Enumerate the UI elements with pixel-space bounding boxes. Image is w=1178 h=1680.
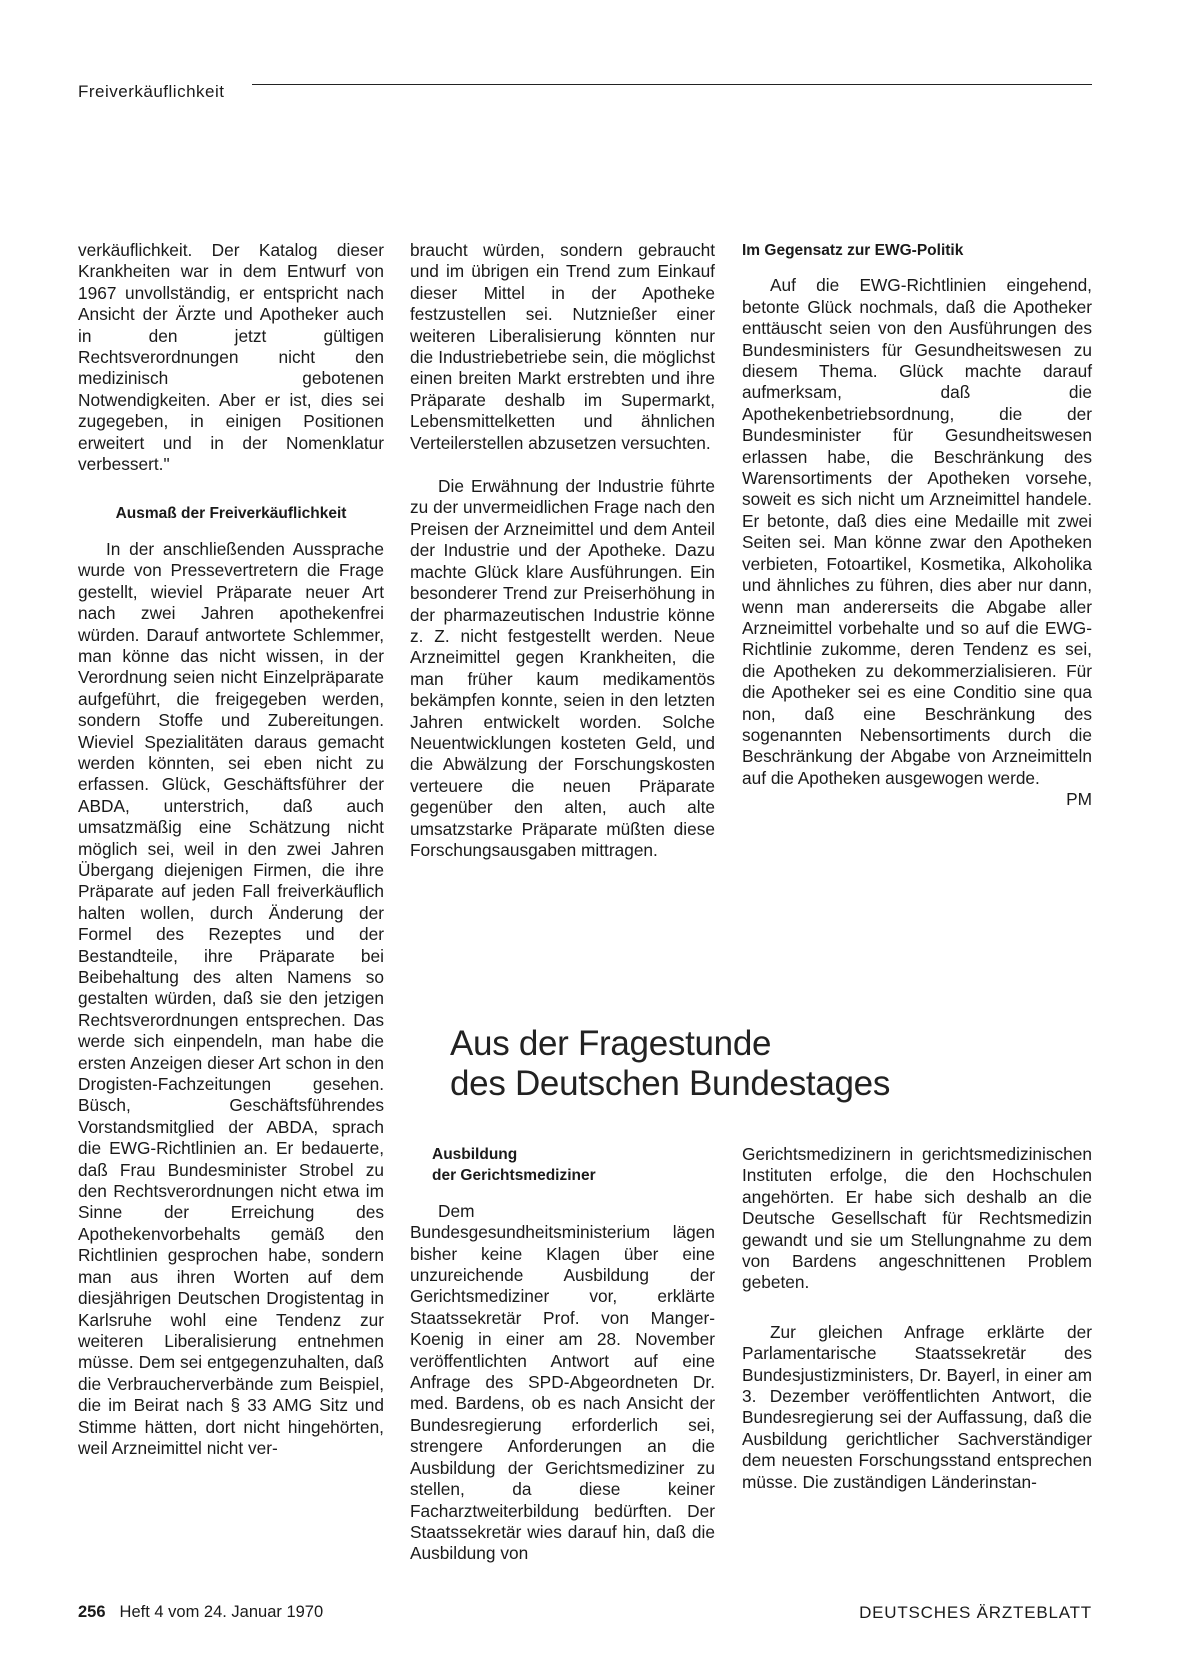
article-headline xyxy=(450,1024,890,1104)
col3-paragraph-1: Auf die EWG-Richtlinien eingehend, betonte Glück nochmals, daß die Apotheker enttäuscht seien von den Ausführungen des Bundesministers für Gesundheitswesen zu diesem Thema. Glück machte darauf aufmerksam, daß die Apothekenbetriebsordnung, die der Bundesminister für Gesundheitswesen erlassen habe, die Beschränkung des Warensortiments der Apotheken vorsehe, soweit es sich nicht um Arzneimittel handele. Er betonte, daß dies eine Medaille mit zwei Seiten sei. Man könne zwar den Apotheken verbieten, Fotoartikel, Kosmetika, Alkoholika und ähnliches zu führen, dies aber nur dann, wenn man andererseits die Abgabe aller Arzneimittel vorbehalte und so auf die EWG-Richtlinie zukomme, deren Tendenz es sei, die Apotheken zu dekommerzialisieren. Für die Apotheker sei es eine Conditio sine qua non, daß eine Beschränkung des sogenannten Nebensortiments durch die Beschränkung der Abgabe von Arzneimitteln auf die Apotheken ausgewogen werde. PM xyxy=(742,275,1092,810)
col2-paragraph-1: braucht würden, sondern gebraucht und im übrigen ein Trend zum Einkauf dieser Mittel in der Apotheke festzustellen sei. Nutznießer einer weiteren Liberalisierung könnten nur die Industriebetriebe sein, die möglichst einen breiten Markt erstrebten und ihre Präparate deshalb im Supermarkt, Lebensmittelketten und ähnlichen Verteilerstellen abzusetzen versuchten. xyxy=(410,240,715,453)
column-3 xyxy=(742,240,1092,811)
col3-subheading: Im Gegensatz zur EWG-Politik xyxy=(742,242,964,259)
article2-paragraph-b2: Zur gleichen Anfrage erklärte der Parlamentarische Staatssekretär des Bundesjustizministers, Dr. Bayerl, in einer am 3. Dezember veröffentlichten Antwort, die Bundesregierung sei der Auffassung, daß die Ausbildung gerichtlicher Sachverständiger dem neuesten Forschungsstand entsprechen müsse. Die zuständigen Länderinstan- xyxy=(742,1321,1092,1492)
footer-left xyxy=(78,1603,323,1622)
column-1 xyxy=(78,240,384,1459)
headline-line-2: des Deutschen Bundestages xyxy=(450,1064,891,1103)
article2-column-b xyxy=(742,1144,1092,1493)
article2-paragraph-b1: Gerichtsmedizinern in gerichtsmedizinischen Instituten erfolge, die den Hochschulen angehörten. Er habe sich deshalb an die Deutsche Gesellschaft für Rechtsmedizin gewandt und sie um Stellungnahme zu dem von Bardens angeschnittenen Problem gebeten. xyxy=(742,1144,1092,1293)
article2-subheading-line-1: Ausbildung xyxy=(432,1146,518,1163)
col1-paragraph-1: verkäuflichkeit. Der Katalog dieser Krankheiten war in dem Entwurf von 1967 unvollständig, er entspricht nach Ansicht der Ärzte und Apotheker auch in den jetzt gültigen Rechtsverordnungen nicht den medizinisch gebotenen Notwendigkeiten. Aber er ist, dies sei zugegeben, in einigen Positionen erweitert und in der Nomenklatur verbessert." xyxy=(78,240,384,475)
article2-column-a xyxy=(410,1144,715,1565)
issue-info: Heft 4 vom 24. Januar 1970 xyxy=(119,1603,324,1621)
column-2 xyxy=(410,240,715,861)
article2-paragraph-a: Dem Bundesgesundheitsministerium lägen bisher keine Klagen über eine unzureichende Ausbildung der Gerichtsmediziner vor, erklärte Staatssekretär Prof. von Manger-Koenig in einer am 28. November veröffentlichten Antwort auf eine Anfrage des SPD-Abgeordneten Dr. med. Bardens, ob es nach Ansicht der Bundesregierung erforderlich sei, strengere Anforderungen an die Ausbildung der Gerichtsmediziner zu stellen, da diese keiner Facharztweiterbildung bedürften. Der Staatssekretär wies darauf hin, daß die Ausbildung von xyxy=(410,1200,715,1564)
author-signature: PM xyxy=(1066,789,1092,810)
article2-subheading-line-2: der Gerichtsmediziner xyxy=(432,1167,596,1185)
col1-paragraph-2: In der anschließenden Aussprache wurde von Pressevertretern die Frage gestellt, wieviel Präparate neuer Art nach zwei Jahren apothekenfrei würden. Darauf antwortete Schlemmer, man könne das nicht wissen, in der Verordnung seien nicht Einzelpräparate aufgeführt, die freigegeben werden, sondern Stoffe und Zubereitungen. Wieviel Spezialitäten daraus gemacht werden könnten, sei eben nicht zu erfassen. Glück, Geschäftsführer der ABDA, unterstrich, daß auch umsatzmäßig eine Schätzung nicht möglich sei, weil in den zwei Jahren Übergang diejenigen Firmen, die ihre Präparate auf jeden Fall freiverkäuflich halten wollen, durch Änderung der Formel des Rezeptes und der Bestandteile, ihre Präparate bei Beibehaltung des alten Namens so gestalten würden, daß sie den jetzigen Rechtsverordnungen entsprechen. Das werde sich einpendeln, man habe die ersten Anzeigen dieser Art schon in den Drogisten-Fachzeitungen gesehen. Büsch, Geschäftsführendes Vorstandsmitglied der ABDA, sprach die EWG-Richtlinien an. Er bedauerte, daß Frau Bundesminister Strobel zu den Rechtsverordnungen nicht etwa im Sinne der Erreichung des Apothekenvorbehalts gemäß den Richtlinien gesprochen habe, sondern man aus ihren Worten auf dem diesjährigen Deutschen Drogistentag in Karlsruhe wohl eine Tendenz zur weiteren Liberalisierung entnehmen müsse. Dem sei entgegenzuhalten, daß die Verbraucherverbände zum Beispiel, die im Beirat nach § 33 AMG Sitz und Stimme hätten, dort nicht hingehörten, weil Arzneimittel nicht ver- xyxy=(78,538,384,1458)
page-number: 256 xyxy=(78,1603,106,1621)
section-header: Freiverkäuflichkeit xyxy=(78,82,225,101)
header-rule xyxy=(252,84,1092,85)
publication-name: DEUTSCHES ÄRZTEBLATT xyxy=(859,1603,1092,1622)
col2-paragraph-2: Die Erwähnung der Industrie führte zu der unvermeidlichen Frage nach den Preisen der Arzneimittel und dem Anteil der Industrie und der Apotheke. Dazu machte Glück klare Ausführungen. Ein besonderer Trend zur Preiserhöhung in der pharmazeutischen Industrie könne z. Z. nicht festgestellt werden. Neue Arzneimittel gegen Krankheiten, die man früher kaum medikamentös bekämpfen konnte, seien in den letzten Jahren entwickelt worden. Solche Neuentwicklungen kosteten Geld, und die Abwälzung der Forschungskosten verteuere die neuen Präparate gegenüber den alten, auch alte umsatzstarke Präparate müßten diese Forschungsausgaben mittragen. xyxy=(410,476,715,860)
col1-subheading: Ausmaß der Freiverkäuflichkeit xyxy=(115,505,347,523)
headline-line-1: Aus der Fragestunde xyxy=(450,1024,772,1063)
